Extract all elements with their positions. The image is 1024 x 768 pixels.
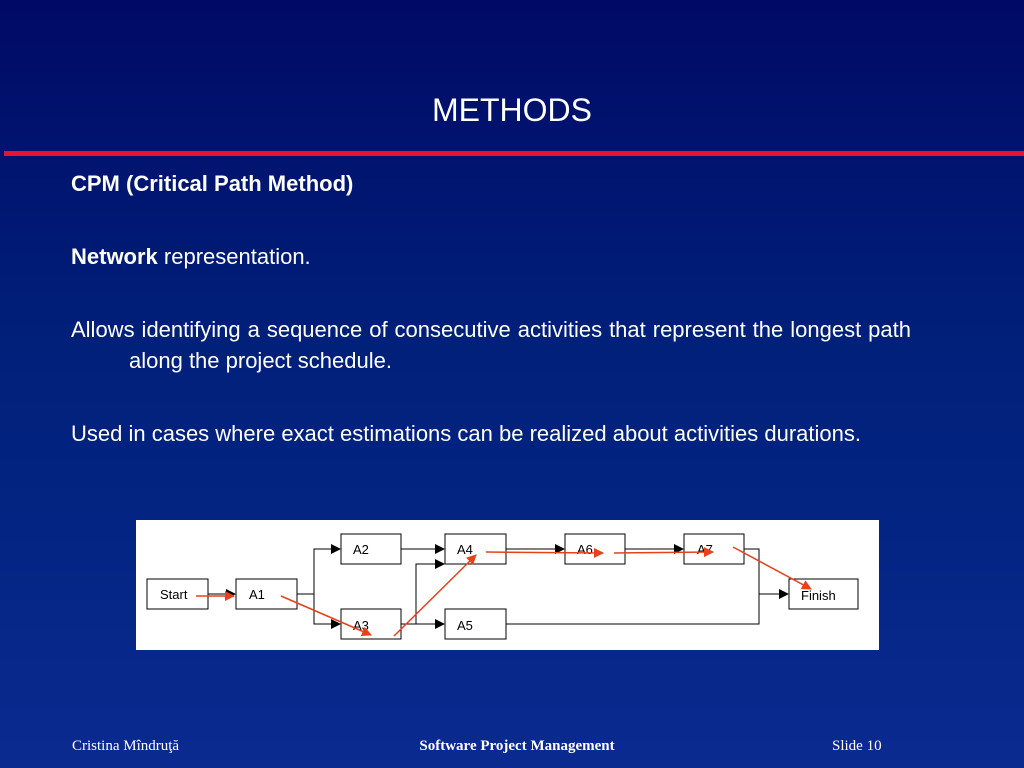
node-finish-label: Finish (801, 588, 836, 603)
node-a5 (445, 609, 506, 639)
node-a4 (445, 534, 506, 564)
slide-title: METHODS (432, 92, 592, 128)
slide-body (71, 168, 911, 491)
node-a1-label: A1 (249, 587, 265, 602)
edge-a1-a2 (297, 549, 340, 594)
edge-a5-finish (506, 594, 759, 624)
cpm-network-diagram (136, 520, 879, 650)
node-a6-label: A6 (577, 542, 593, 557)
node-start (147, 579, 208, 609)
paragraph-longest-path: Allows identifying a sequence of consecutive activities that represent the longest path along the project schedule. (71, 317, 911, 373)
footer-slide-number: Slide 10 (832, 738, 882, 754)
node-a6 (565, 534, 625, 564)
node-a1 (236, 579, 297, 609)
network-line (71, 241, 911, 272)
node-a7 (684, 534, 744, 564)
node-a3-label: A3 (353, 618, 369, 633)
node-a5-label: A5 (457, 618, 473, 633)
node-a2-label: A2 (353, 542, 369, 557)
critical-a7-finish (733, 547, 811, 589)
cpm-heading (71, 168, 911, 199)
critical-a4-a6 (486, 552, 603, 553)
node-start-label: Start (160, 587, 188, 602)
critical-a6-a7 (614, 552, 713, 553)
title-divider (4, 151, 1024, 156)
node-a2 (341, 534, 401, 564)
cpm-heading-text: CPM (Critical Path Method) (71, 171, 354, 196)
paragraph-estimations: Used in cases where exact estimations can be realized about activities durations. (71, 421, 861, 446)
network-rest: representation. (157, 244, 311, 269)
network-bold: Network (71, 244, 158, 269)
node-a4-label: A4 (457, 542, 473, 557)
footer-course-title: Software Project Management (419, 738, 615, 754)
network-svg (136, 520, 879, 650)
footer-author: Cristina Mîndruţă (72, 738, 180, 754)
node-a7-label: A7 (697, 542, 713, 557)
